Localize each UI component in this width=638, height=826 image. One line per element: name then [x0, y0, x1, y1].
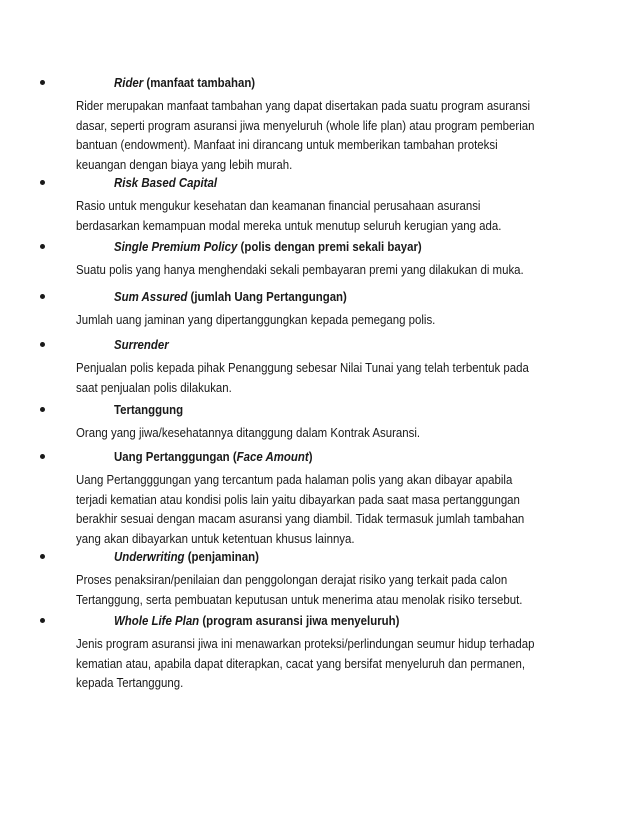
description-line: dasar, seperti program asuransi jiwa menyeluruh (whole life plan) atau program pemberian [76, 117, 535, 133]
description-line: Tertanggung, serta pembuatan keputusan untuk menerima atau menolak risiko tersebut. [76, 591, 523, 607]
description-line: terjadi kematian atau kondisi polis lain yaitu dibayarkan pada saat masa pertanggungan [76, 491, 520, 507]
entry-term [114, 550, 259, 563]
bullet-icon [40, 244, 45, 249]
term-text: (penjaminan) [184, 549, 259, 564]
term-italic: Whole Life Plan [114, 613, 200, 628]
description-line: Orang yang jiwa/kesehatannya ditanggung dalam Kontrak Asuransi. [76, 425, 421, 440]
description-line: Rider merupakan manfaat tambahan yang dapat disertakan pada suatu program asuransi [76, 98, 531, 113]
entry-term [114, 76, 255, 89]
bullet-icon [40, 407, 45, 412]
description-line: Jumlah uang jaminan yang dipertanggungkan kepada pemegang polis. [76, 312, 436, 327]
term-italic: Underwriting [114, 549, 185, 564]
entry-term [114, 176, 217, 189]
term-text-tail: ) [308, 449, 313, 464]
description-line: saat penjualan polis dilakukan. [76, 379, 232, 395]
entry-term [114, 450, 313, 463]
description-line: yang akan dibayarkan untuk ketentuan khusus lainnya. [76, 530, 355, 546]
term-italic: Rider [114, 75, 144, 90]
entry-description [76, 310, 435, 330]
term-italic: Risk Based Capital [114, 175, 218, 190]
entry-description [76, 96, 534, 174]
term-text: (manfaat tambahan) [143, 75, 256, 90]
term-text: Tertanggung [114, 402, 184, 417]
description-line: berdasarkan kemampuan modal mereka untuk menutup seluruh kerugian yang ada. [76, 217, 502, 233]
description-line: bantuan (endowment). Manfaat ini dirancang untuk memberikan tambahan proteksi [76, 137, 498, 152]
term-italic: Single Premium Policy [114, 239, 238, 254]
description-line: Suatu polis yang hanya menghendaki sekali pembayaran premi yang dilakukan di muka. [76, 262, 524, 277]
term-text: Uang Pertanggungan ( [114, 449, 237, 464]
description-line: keuangan dengan biaya yang lebih murah. [76, 156, 293, 172]
description-line: Penjualan polis kepada pihak Penanggung sebesar Nilai Tunai yang telah terbentuk pada [76, 360, 529, 375]
description-line: Rasio untuk mengukur kesehatan dan keamanan financial perusahaan asuransi [76, 198, 481, 213]
bullet-icon [40, 342, 45, 347]
bullet-icon [40, 618, 45, 623]
entry-description [76, 570, 522, 609]
term-text: (jumlah Uang Pertangungan) [187, 289, 347, 304]
entry-description [76, 196, 501, 235]
term-text: (polis dengan premi sekali bayar) [237, 239, 422, 254]
entry-description [76, 470, 524, 548]
term-italic: Face Amount [236, 449, 309, 464]
entry-term [114, 338, 169, 351]
entry-description [76, 423, 420, 443]
description-line: Jenis program asuransi jiwa ini menawarkan proteksi/perlindungan seumur hidup terhadap [76, 636, 535, 651]
description-line: berakhir sesuai dengan macam asuransi yang diambil. Tidak termasuk jumlah tambahan [76, 511, 525, 526]
description-line: Proses penaksiran/penilaian dan penggolongan derajat risiko yang terkait pada calon [76, 572, 508, 587]
entry-term [114, 614, 399, 627]
entry-term [114, 403, 183, 416]
bullet-icon [40, 454, 45, 459]
description-line: Uang Pertangggungan yang tercantum pada halaman polis yang akan dibayar apabila [76, 472, 513, 487]
bullet-icon [40, 554, 45, 559]
bullet-icon [40, 80, 45, 85]
term-italic: Surrender [114, 337, 169, 352]
entry-description [76, 634, 534, 693]
entry-description [76, 358, 529, 397]
bullet-icon [40, 180, 45, 185]
entry-description [76, 260, 524, 280]
entry-term [114, 290, 347, 303]
term-text: (program asuransi jiwa menyeluruh) [199, 613, 400, 628]
description-line: kepada Tertanggung. [76, 675, 184, 690]
description-line: kematian atau, apabila dapat diterapkan, cacat yang bersifat menyeluruh dan permanen, [76, 655, 525, 671]
bullet-icon [40, 294, 45, 299]
entry-term [114, 240, 422, 253]
term-italic: Sum Assured [114, 289, 188, 304]
